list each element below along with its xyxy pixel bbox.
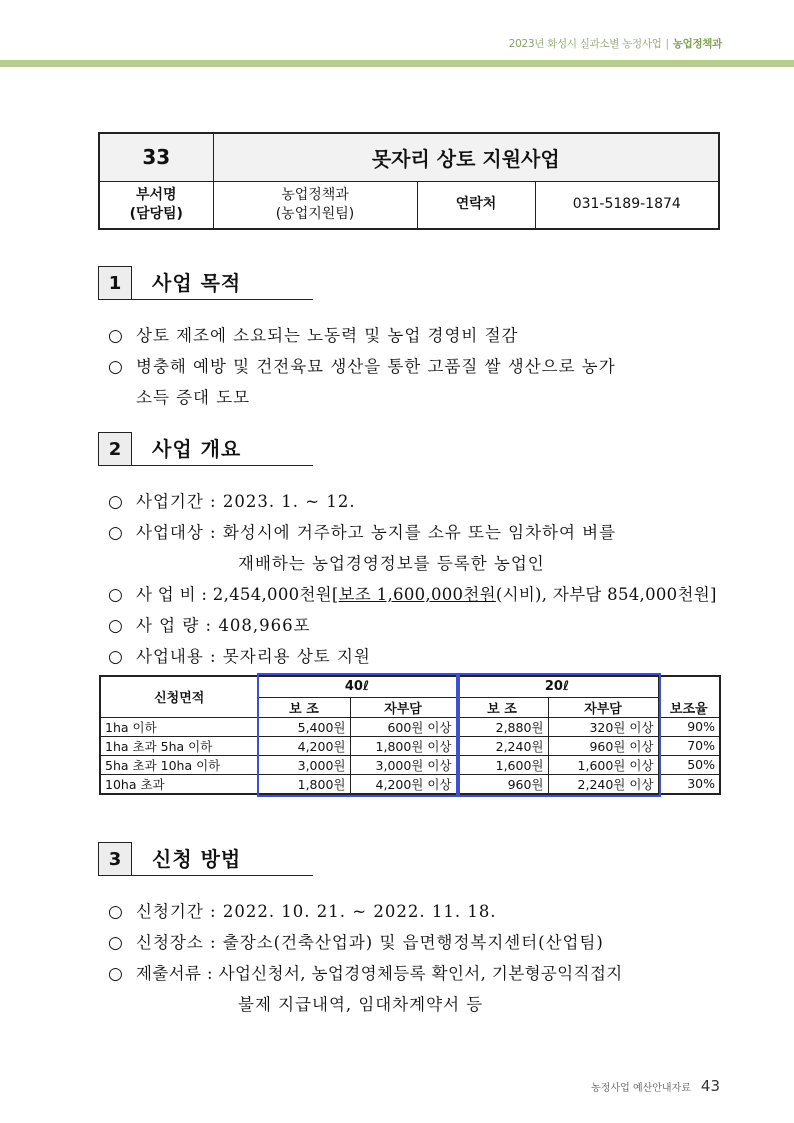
subsidy-table xyxy=(99,675,721,795)
cell-self-40: 3,000원 이상 xyxy=(350,755,456,774)
overview-item-target: ○ 사업대상 : 화성시에 거주하고 농지를 소유 또는 임차하여 벼를 xyxy=(108,523,617,543)
budget-subsidy: 보조 1,600,000천원 xyxy=(338,585,496,604)
item-value: 408,966포 xyxy=(218,616,311,635)
cell-subsidy-40: 1,800원 xyxy=(258,774,350,794)
dept-label-line1: 부서명 xyxy=(135,186,177,203)
item-label: 사업대상 xyxy=(136,523,204,542)
circle-bullet-icon: ○ xyxy=(108,933,124,953)
contact-value: 031-5189-1874 xyxy=(535,181,719,229)
program-number: 33 xyxy=(99,133,213,181)
cell-area: 1ha 이하 xyxy=(100,717,258,736)
circle-bullet-icon: ○ xyxy=(108,964,124,984)
header-20l: 20ℓ xyxy=(456,676,658,697)
apply-item-period: ○ 신청기간 : 2022. 10. 21. ~ 2022. 11. 18. xyxy=(108,902,497,922)
cell-subsidy-20: 2,880원 xyxy=(456,717,548,736)
purpose-item-2-cont xyxy=(136,384,250,408)
item-label: 신청기간 xyxy=(136,902,204,921)
header-rate: 보조율 xyxy=(658,676,720,717)
cell-subsidy-40: 4,200원 xyxy=(258,736,350,755)
cell-self-40: 1,800원 이상 xyxy=(350,736,456,755)
item-value: 2022. 10. 21. ~ 2022. 11. 18. xyxy=(222,902,497,921)
title-table xyxy=(98,132,720,230)
cell-subsidy-40: 5,400원 xyxy=(258,717,350,736)
circle-bullet-icon: ○ xyxy=(108,326,124,346)
header-doc-title: 2023년 화성시 실과소별 농정사업 xyxy=(508,38,662,50)
purpose-item-2 xyxy=(108,353,616,377)
cell-rate: 30% xyxy=(658,774,720,794)
section-heading-2 xyxy=(98,432,313,466)
apply-item-docs: ○ 제출서류 : 사업신청서, 농업경영체등록 확인서, 기본형공익직접지 xyxy=(108,964,623,984)
item-label: 제출서류 xyxy=(136,964,202,983)
item-label: 신청장소 xyxy=(136,933,204,952)
page-header xyxy=(509,36,722,51)
cell-self-40: 600원 이상 xyxy=(350,717,456,736)
cell-self-20: 2,240원 이상 xyxy=(548,774,658,794)
header-self-40: 자부담 xyxy=(350,697,456,717)
item-label: 사업기간 xyxy=(136,492,204,511)
section-title: 신청 방법 xyxy=(132,842,313,876)
header-subsidy-20: 보 조 xyxy=(456,697,548,717)
page-number: 43 xyxy=(700,1077,720,1095)
circle-bullet-icon: ○ xyxy=(108,492,124,512)
cell-self-20: 960원 이상 xyxy=(548,736,658,755)
contact-label: 연락처 xyxy=(417,181,535,229)
section-number: 1 xyxy=(98,266,132,300)
budget-self: (시비), 자부담 854,000천원] xyxy=(495,585,717,604)
cell-subsidy-20: 1,600원 xyxy=(456,755,548,774)
section-heading-3 xyxy=(98,842,313,876)
header-40l: 40ℓ xyxy=(258,676,456,697)
cell-self-20: 320원 이상 xyxy=(548,717,658,736)
apply-item-place: ○ 신청장소 : 출장소(건축산업과) 및 읍면행정복지센터(산업팀) xyxy=(108,933,604,953)
dept-label xyxy=(99,181,213,229)
cell-area: 1ha 초과 5ha 이하 xyxy=(100,736,258,755)
header-separator: | xyxy=(665,38,669,50)
item-value: 2023. 1. ~ 12. xyxy=(222,492,356,511)
section-number: 3 xyxy=(98,842,132,876)
overview-item-target-cont xyxy=(238,550,545,574)
cell-area: 10ha 초과 xyxy=(100,774,258,794)
item-value: 사업신청서, 농업경영체등록 확인서, 기본형공익직접지 xyxy=(218,964,623,983)
purpose-item-1 xyxy=(108,322,519,346)
overview-item-budget: ○ 사 업 비 : 2,454,000천원[보조 1,600,000천원(시비), 자부담 854,000천원] xyxy=(108,585,717,605)
circle-bullet-icon: ○ xyxy=(108,585,124,605)
table-row xyxy=(100,736,720,755)
circle-bullet-icon: ○ xyxy=(108,902,124,922)
section-heading-1 xyxy=(98,266,313,300)
apply-item-docs-cont xyxy=(238,991,483,1015)
item-label: 사업내용 xyxy=(136,647,204,666)
cell-rate: 90% xyxy=(658,717,720,736)
purpose-text-1: 상토 제조에 소요되는 노동력 및 농업 경영비 절감 xyxy=(136,326,519,345)
item-value-cont: 재배하는 농업경영정보를 등록한 농업인 xyxy=(238,554,545,573)
header-dept: 농업정책과 xyxy=(672,38,722,50)
section-number: 2 xyxy=(98,432,132,466)
page-footer xyxy=(591,1077,720,1095)
table-row xyxy=(100,755,720,774)
program-title: 못자리 상토 지원사업 xyxy=(213,133,719,181)
overview-item-quantity: ○ 사 업 량 : 408,966포 xyxy=(108,616,311,636)
item-value: 화성시에 거주하고 농지를 소유 또는 임차하여 벼를 xyxy=(222,523,617,542)
footer-text: 농정사업 예산안내자료 xyxy=(591,1083,691,1094)
purpose-text-2: 병충해 예방 및 건전육묘 생산을 통한 고품질 쌀 생산으로 농가 xyxy=(136,357,616,376)
cell-self-20: 1,600원 이상 xyxy=(548,755,658,774)
item-label: 사 업 량 xyxy=(136,616,200,635)
item-value-cont: 불제 지급내역, 임대차계약서 등 xyxy=(238,995,484,1014)
item-value: 못자리용 상토 지원 xyxy=(222,647,371,666)
table-row xyxy=(100,774,720,794)
dept-value-line2: (농업지원팀) xyxy=(275,205,355,222)
dept-value-line1: 농업정책과 xyxy=(281,186,349,203)
cell-subsidy-20: 2,240원 xyxy=(456,736,548,755)
cell-self-40: 4,200원 이상 xyxy=(350,774,456,794)
cell-subsidy-20: 960원 xyxy=(456,774,548,794)
circle-bullet-icon: ○ xyxy=(108,357,124,377)
cell-subsidy-40: 3,000원 xyxy=(258,755,350,774)
section-title: 사업 개요 xyxy=(132,432,313,466)
header-subsidy-40: 보 조 xyxy=(258,697,350,717)
circle-bullet-icon: ○ xyxy=(108,647,124,667)
item-value: 출장소(건축산업과) 및 읍면행정복지센터(산업팀) xyxy=(222,933,604,952)
cell-area: 5ha 초과 10ha 이하 xyxy=(100,755,258,774)
header-area: 신청면적 xyxy=(100,676,258,717)
header-bar xyxy=(0,60,794,67)
budget-total: 2,454,000천원[ xyxy=(212,585,339,604)
circle-bullet-icon: ○ xyxy=(108,616,124,636)
overview-item-period: ○ 사업기간 : 2023. 1. ~ 12. xyxy=(108,492,356,512)
section-title: 사업 목적 xyxy=(132,266,313,300)
circle-bullet-icon: ○ xyxy=(108,523,124,543)
overview-item-content: ○ 사업내용 : 못자리용 상토 지원 xyxy=(108,647,371,667)
item-label: 사 업 비 xyxy=(136,585,196,604)
dept-value xyxy=(213,181,417,229)
table-row xyxy=(100,717,720,736)
cell-rate: 50% xyxy=(658,755,720,774)
header-self-20: 자부담 xyxy=(548,697,658,717)
cell-rate: 70% xyxy=(658,736,720,755)
dept-label-line2: (담당팀) xyxy=(129,205,183,222)
purpose-text-3: 소득 증대 도모 xyxy=(136,388,251,407)
